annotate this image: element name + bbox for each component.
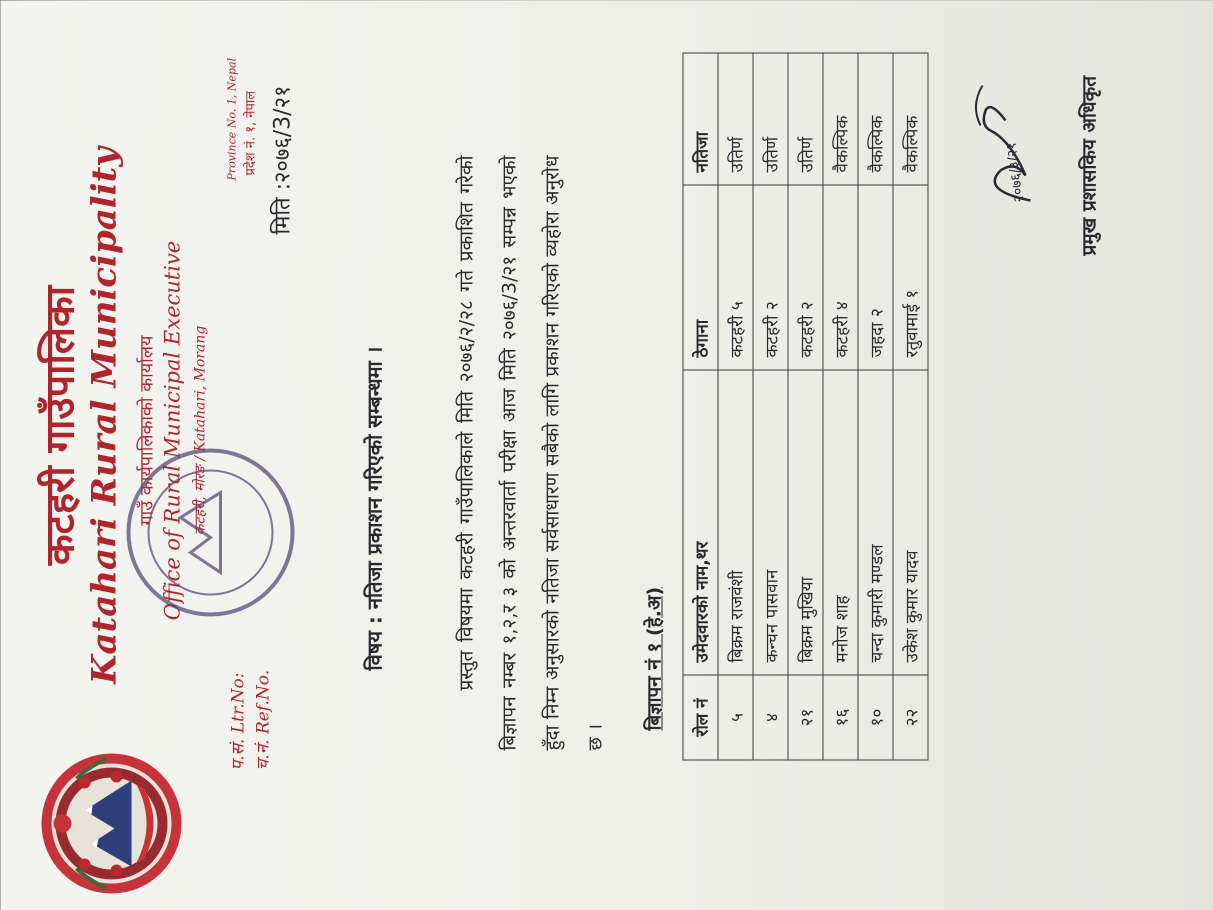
cell-roll-no: २१ bbox=[788, 675, 823, 760]
header-candidate-name: उमेदवारको नाम,थर bbox=[683, 370, 718, 675]
official-seal-stamp bbox=[110, 432, 310, 632]
cell-roll-no: १० bbox=[858, 675, 893, 760]
cell-result: उतिर्ण bbox=[788, 53, 823, 185]
cell-address: कटहरी ४ bbox=[823, 185, 858, 370]
cell-address: कटहरी २ bbox=[788, 185, 823, 370]
cell-result: वैकल्पिक bbox=[823, 53, 858, 185]
cell-result: वैकल्पिक bbox=[893, 53, 928, 185]
cell-address: कटहरी २ bbox=[753, 185, 788, 370]
cell-address: रतुवामाई १ bbox=[893, 185, 928, 370]
table-row bbox=[893, 53, 928, 760]
office-address: कटहरी, मोरङ / Katahari, Morang bbox=[192, 325, 208, 535]
office-name-nepali: गाउँ कार्यपालिकाको कार्यालय bbox=[136, 335, 157, 525]
cell-address: कटहरी ५ bbox=[718, 185, 753, 370]
cell-candidate-name: बिक्रम राजवंशी bbox=[718, 370, 753, 675]
table-row bbox=[788, 53, 823, 760]
table-row bbox=[753, 53, 788, 760]
header-roll-no: रोल नं bbox=[683, 675, 718, 760]
reference-number-label: च.नं. Ref.No. bbox=[253, 669, 273, 770]
office-name-english: Office of Rural Municipal Executive bbox=[160, 240, 184, 620]
cell-candidate-name: कन्चन पासवान bbox=[753, 370, 788, 675]
cell-address: जहदा २ bbox=[858, 185, 893, 370]
province-english: Province No. 1, Nepal bbox=[225, 57, 238, 180]
letter-number-label: प.सं. Ltr.No: bbox=[228, 672, 248, 770]
cell-result: वैकल्पिक bbox=[858, 53, 893, 185]
cell-roll-no: ४ bbox=[753, 675, 788, 760]
header-address: ठेगाना bbox=[683, 185, 718, 370]
cell-roll-no: १६ bbox=[823, 675, 858, 760]
cell-candidate-name: मनोज शाह bbox=[823, 370, 858, 675]
letter-date: मिति :२०७६/3/२१ bbox=[270, 85, 295, 234]
cell-roll-no: ५ bbox=[718, 675, 753, 760]
table-row bbox=[823, 53, 858, 760]
cell-candidate-name: चन्दा कुमारी मण्डल bbox=[858, 370, 893, 675]
advertisement-heading: बिज्ञापन नं १ (हे.अ) bbox=[643, 586, 665, 730]
body-paragraph: प्रस्तुत विषयमा कटहरी गाउँपालिकाले मिति २०७६/२/२८ गते प्रकाशित गरेको बिज्ञापन नम्बर १,२,र ३ को अन्तरवार्ता परीक्षा आज मिति २०७६/3/२१ सम्पन्न भएको हुँदा निम्न अनुसारको नतिजा सर्वसाधारण सबैको लागि प्रकाशन गरिएको व्यहोरा अनुरोध छ । bbox=[455, 155, 606, 750]
municipality-title-english: Katahari Rural Municipality bbox=[84, 146, 124, 684]
cell-result: उतिर्ण bbox=[753, 53, 788, 185]
province-nepali: प्रदेश नं. १, नेपाल bbox=[243, 90, 258, 175]
table-row bbox=[858, 53, 893, 760]
cell-candidate-name: बिक्रम मुखिया bbox=[788, 370, 823, 675]
signature-date: २०७६/३/२१ bbox=[1002, 140, 1028, 203]
cell-result: उतिर्ण bbox=[718, 53, 753, 185]
table-header-row bbox=[683, 53, 718, 760]
cell-candidate-name: उकेश कुमार यादव bbox=[893, 370, 928, 675]
municipality-emblem-icon bbox=[36, 748, 186, 898]
municipality-title-nepali: कटहरी गाउँपालिका bbox=[36, 285, 83, 565]
letter-subject: विषय : नतिजा प्रकाशन गरिएको सम्बन्धमा । bbox=[362, 346, 386, 670]
cell-roll-no: २२ bbox=[893, 675, 928, 760]
table-row bbox=[718, 53, 753, 760]
header-result: नतिजा bbox=[683, 53, 718, 185]
results-table bbox=[682, 52, 928, 760]
officer-title: प्रमुख प्रशासकिय अधिकृत bbox=[1078, 75, 1100, 255]
